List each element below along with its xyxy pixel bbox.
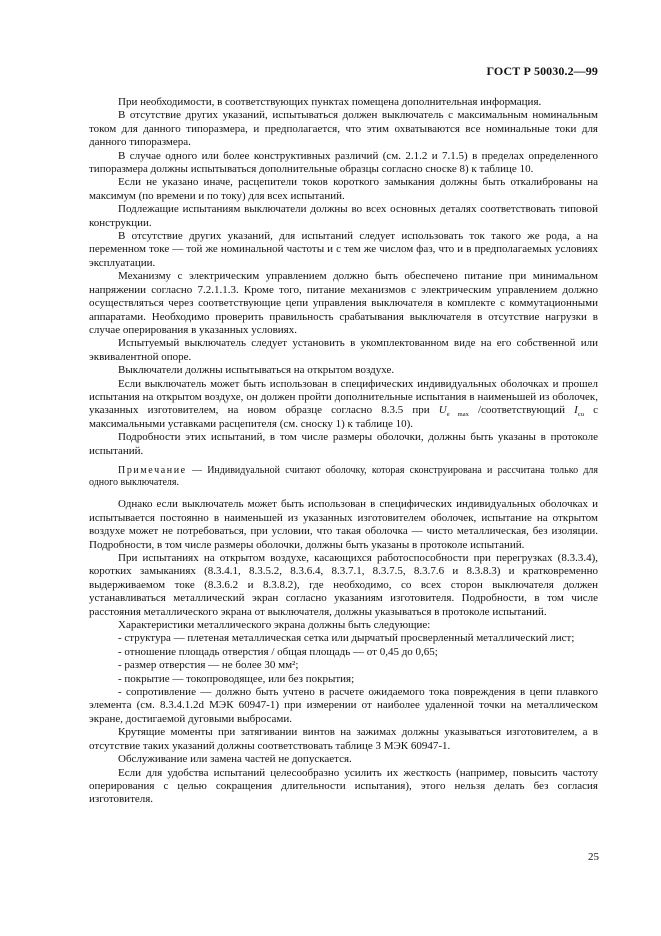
paragraph: При необходимости, в соответствующих пунктах помещена дополнительная информация.: [118, 96, 542, 108]
note: [89, 465, 598, 489]
paragraph: В случае одного или более конструктивных различий (см. 2.1.2 и 7.1.5) в пределах определенного типоразмера должны испытываться дополнительные образцы согласно сноске 8) к таблице 10.: [89, 149, 598, 176]
paragraph: Подлежащие испытаниям выключатели должны во всех основных деталях соответствовать типовой конструкции.: [89, 203, 598, 229]
paragraph: При испытаниях на открытом воздухе, касающихся работоспособности при перегрузках (8.3.3.4), коротких замыканиях (8.3.4.1, 8.3.5.2, 8.3.6.4, 8.3.7.1, 8.3.7.5, 8.3.7.6 и 8.3.8.3) и кратковременно выдерживаемом токе (8.3.6.2 и 8.3.8.2), где необходимо, со всех сторон выключателя должен устанавливаться металлический экран согласно указаниям изготовителя. Подробности, в том числе расстояния металлического экрана от выключателя, должны указываться в протоколе испытаний.: [89, 552, 598, 618]
paragraph: В отсутствие других указаний, испытываться должен выключатель с максимальным номинальным током для данного типоразмера, и предполагается, что этим охватываются все номинальные токи для данного типоразмера.: [89, 109, 598, 149]
paragraph: Однако если выключатель может быть использован в специфических индивидуальных оболочках и испытывается постоянно в наименьшей из указанных изготовителем оболочек, испытание на открытом воздухе может не потребоваться, при условии, что такая оболочка — чисто металлическая, без изоляции. Подробности, в том числе размеры оболочки, должны быть указаны в протоколе испытаний.: [89, 498, 598, 551]
paragraph: В отсутствие других указаний, для испытаний следует использовать ток такого же рода, а на переменном токе — той же номинальной частоты и с тем же числом фаз, что и в предполагаемых условиях эксплуатации.: [89, 230, 598, 269]
document-body: [89, 96, 598, 807]
note-label: Примечание: [118, 464, 187, 476]
paragraph: Крутящие моменты при затягивании винтов на зажимах должны указываться изготовителем, а в отсутствие таких указаний должны соответствовать таблице 3 МЭК 60947-1.: [89, 726, 598, 752]
list-item: - сопротивление — должно быть учтено в расчете ожидаемого тока повреждения в цепи плавкого элемента (см. 8.3.4.1.2d МЭК 60947-1) при измерении от наиболее удаленной точки на металлическом экране, достигаемой дуговыми выбросами.: [89, 686, 598, 725]
list-item: - покрытие — токопроводящее, или без покрытия;: [118, 672, 355, 685]
paragraph: Если для удобства испытаний целесообразно усилить их жесткость (например, повысить частоту оперирования с целью сокращения длительности испытания), этого нельзя делать без согласия изготовителя.: [89, 766, 598, 806]
page-number: 25: [588, 851, 599, 863]
paragraph: Если не указано иначе, расцепители токов короткого замыкания должны быть откалиброваны на максимум (по времени и по току) для всех испытаний.: [89, 176, 598, 202]
paragraph: Механизму с электрическим управлением должно быть обеспечено питание при минимальном напряжении согласно 7.2.1.1.3. Кроме того, питание механизмов с электрическим управлением должно осуществляться через соответствующие цепи управления выключателя в комплекте с коммутационными аппаратами. Необходимо проверить правильность срабатывания выключателя в отсутствие нагрузки в случае оперирования в указанных условиях.: [89, 270, 598, 336]
paragraph: Подробности этих испытаний, в том числе размеры оболочки, должны быть указаны в протоколе испытаний.: [89, 431, 598, 457]
list-item: - отношение площадь отверстия / общая площадь — от 0,45 до 0,65;: [118, 645, 438, 658]
paragraph: Выключатели должны испытываться на открытом воздухе.: [118, 364, 395, 377]
paragraph-enclosure-test: Если выключатель может быть использован в специфических индивидуальных оболочках и прошел испытания на открытом воздухе, он должен пройти дополнительные испытания в наименьшей из оболочек, указанных изготовителем, на новом образце согласно 8.3.5 при $U_{e max}$ /соответствующий $I_{cu}$ с максимальными уставками расцепителя (см. сноску 1) к таблице 10).: [89, 377, 598, 430]
list-item: - структура — плетеная металлическая сетка или дырчатый просверленный металлический лист;: [118, 632, 575, 645]
document-header-code: ГОСТ Р 50030.2—99: [486, 64, 598, 78]
note-text: — Индивидуальной считают оболочку, которая сконструирована и рассчитана только для одного выключателя.: [89, 464, 598, 489]
paragraph: Характеристики металлического экрана должны быть следующие:: [118, 619, 431, 632]
paragraph: Испытуемый выключатель следует установить в укомплектованном виде на его собственной или эквивалентной опоре.: [89, 337, 598, 363]
list-item: - размер отверстия — не более 30 мм²;: [118, 659, 299, 672]
paragraph: Обслуживание или замена частей не допускается.: [118, 753, 352, 766]
